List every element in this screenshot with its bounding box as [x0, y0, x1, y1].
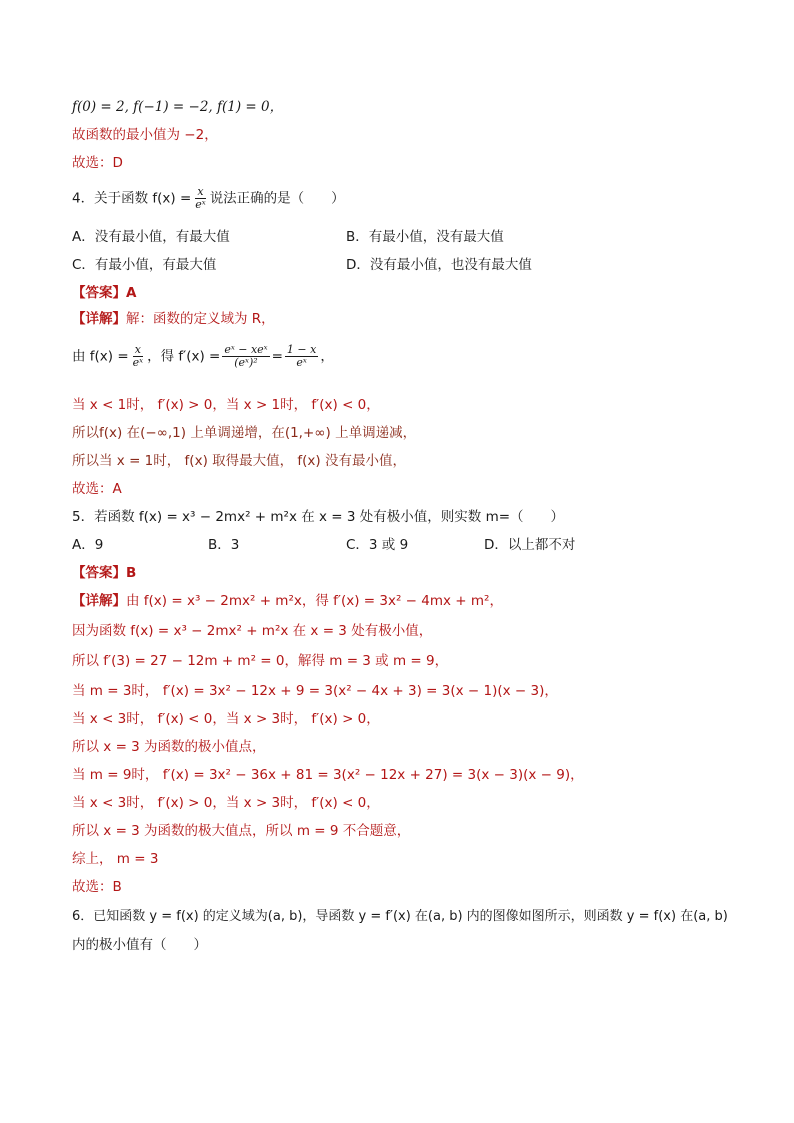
text-line: 所以 f′(3) = 27 − 12m + m² = 0，解得 m = 3 或 m = 9，: [72, 653, 449, 669]
text-line: 故函数的最小值为 −2，: [72, 127, 218, 143]
option-b: B．有最小值，没有最大值: [346, 229, 504, 245]
text-line: 当 x < 3时， f′(x) > 0，当 x > 3时， f′(x) < 0，: [72, 795, 380, 811]
text-line: 故选：D: [72, 155, 123, 171]
answer-line: 【答案】B: [72, 565, 137, 581]
option-a: A．没有最小值，有最大值: [72, 229, 230, 245]
question-6-stem: 6．已知函数 y = f(x) 的定义域为(a, b)，导函数 y = f′(x) 在(a, b) 内的图像如图所示，则函数 y = f(x) 在(a, b): [72, 909, 728, 924]
text-line: 故选：A: [72, 481, 122, 497]
text-line: 综上， m = 3: [72, 851, 159, 867]
text-line: 所以 x = 3 为函数的极小值点，: [72, 739, 266, 755]
text-line: 所以 x = 3 为函数的极大值点，所以 m = 9 不合题意，: [72, 823, 411, 839]
derivation-line: 由 f(x) = $\frac{x}{\text{eˣ}}$ ，得 f′(x) = $\frac{\text{eˣ − xeˣ}}{\text{(eˣ)²}}$ = $\frac{1 - x}{\text{eˣ}}$ ，: [72, 343, 334, 369]
option-d: D．以上都不对: [484, 537, 576, 553]
option-a: A．9: [72, 537, 104, 553]
text-line: 当 m = 9时， f′(x) = 3x² − 36x + 81 = 3(x² − 12x + 27) = 3(x − 3)(x − 9)，: [72, 767, 584, 783]
option-c: C．有最小值，有最大值: [72, 257, 217, 273]
detail-line: 【详解】解：函数的定义域为 R，: [72, 311, 275, 327]
text-line: f(0) = 2, f(−1) = −2, f(1) = 0，: [72, 99, 284, 115]
question-4-stem: 4．关于函数 f(x) = $\frac{x}{\text{eˣ}}$ 说法正确的是（ ）: [72, 185, 345, 211]
fraction: $\frac{x}{\text{eˣ}}$: [195, 185, 206, 211]
text-line: 故选：B: [72, 879, 122, 895]
option-c: C．3 或 9: [346, 537, 409, 553]
text-line: 所以当 x = 1时， f(x) 取得最大值， f(x) 没有最小值，: [72, 453, 406, 469]
option-d: D．没有最小值，也没有最大值: [346, 257, 532, 273]
option-b: B．3: [208, 537, 240, 553]
text-line: 当 x < 3时， f′(x) < 0，当 x > 3时， f′(x) > 0，: [72, 711, 380, 727]
detail-line: 【详解】由 f(x) = x³ − 2mx² + m²x，得 f′(x) = 3x² − 4mx + m²，: [72, 593, 503, 609]
answer-line: 【答案】A: [72, 285, 137, 301]
text-line: 因为函数 f(x) = x³ − 2mx² + m²x 在 x = 3 处有极小值，: [72, 623, 433, 639]
text-line: 当 x < 1时， f′(x) > 0，当 x > 1时， f′(x) < 0，: [72, 397, 380, 413]
question-6-stem-cont: 内的极小值有（ ）: [72, 937, 207, 953]
question-5-stem: 5．若函数 f(x) = x³ − 2mx² + m²x 在 x = 3 处有极小值，则实数 m=（ ）: [72, 509, 565, 525]
text-line: 所以f(x) 在(−∞,1) 上单调递增，在(1,+∞) 上单调递减，: [72, 425, 417, 441]
text-line: 当 m = 3时， f′(x) = 3x² − 12x + 9 = 3(x² − 4x + 3) = 3(x − 1)(x − 3)，: [72, 683, 558, 699]
